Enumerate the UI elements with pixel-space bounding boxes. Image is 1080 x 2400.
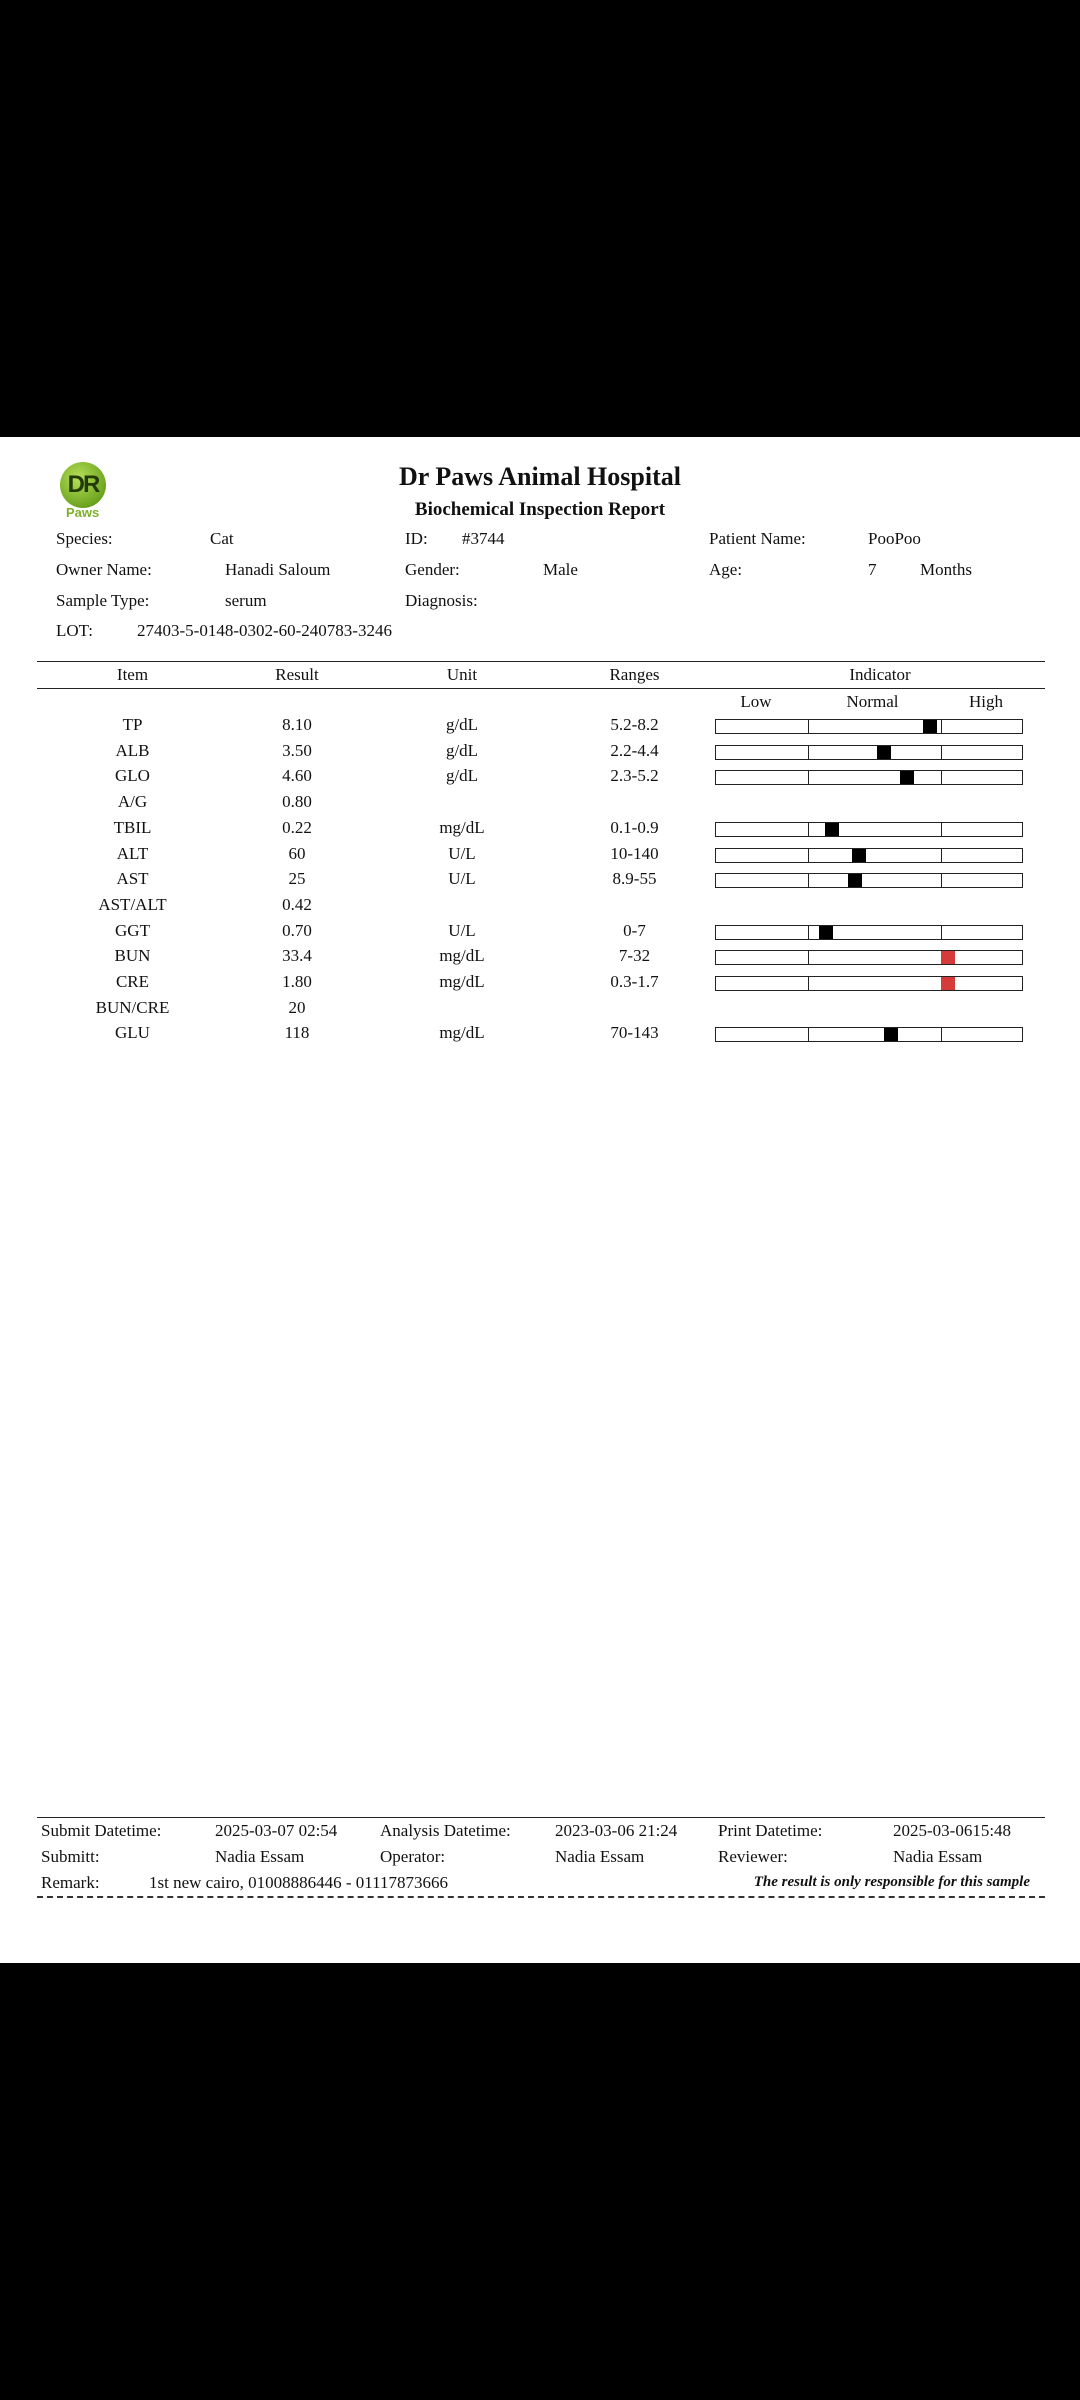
low-normal-divider bbox=[808, 926, 809, 939]
owner-label: Owner Name: bbox=[56, 560, 152, 579]
range-cell: 70-143 bbox=[610, 1023, 659, 1043]
patient-name-label: Patient Name: bbox=[709, 529, 806, 548]
indicator-marker bbox=[900, 771, 914, 784]
item-cell: GLO bbox=[115, 766, 150, 786]
sample-type-value: serum bbox=[225, 591, 267, 610]
reviewer-value: Nadia Essam bbox=[893, 1847, 983, 1866]
low-normal-divider bbox=[808, 823, 809, 836]
range-cell: 10-140 bbox=[610, 843, 659, 863]
indicator-bar bbox=[715, 745, 1023, 760]
item-cell: GGT bbox=[115, 920, 150, 940]
id-value: #3744 bbox=[462, 529, 505, 548]
item-cell: TP bbox=[122, 715, 143, 734]
operator-label: Operator: bbox=[380, 1847, 446, 1866]
hospital-name: Dr Paws Animal Hospital bbox=[399, 462, 681, 491]
table-row bbox=[0, 921, 1080, 947]
indicator-marker bbox=[877, 746, 891, 759]
result-cell: 8.10 bbox=[282, 715, 312, 734]
range-cell: 2.3-5.2 bbox=[610, 766, 659, 786]
species-value: Cat bbox=[210, 529, 234, 548]
item-cell: BUN/CRE bbox=[95, 997, 170, 1017]
header-unit: Unit bbox=[446, 665, 478, 684]
indicator-marker bbox=[819, 926, 833, 939]
unit-cell: U/L bbox=[448, 843, 476, 863]
result-cell: 1.80 bbox=[282, 972, 312, 991]
table-row bbox=[0, 818, 1080, 844]
unit-cell: g/dL bbox=[445, 715, 479, 734]
table-row bbox=[0, 998, 1080, 1024]
low-normal-divider bbox=[808, 849, 809, 862]
unit-cell: U/L bbox=[448, 869, 476, 889]
table-row bbox=[0, 895, 1080, 921]
result-cell: 20 bbox=[288, 997, 306, 1017]
item-cell: TBIL bbox=[113, 817, 152, 837]
age-value: 7 bbox=[868, 560, 877, 579]
patient-name-value: PooPoo bbox=[868, 529, 921, 548]
indicator-marker bbox=[923, 720, 937, 733]
normal-high-divider bbox=[941, 849, 942, 862]
table-row bbox=[0, 792, 1080, 818]
indicator-bar bbox=[715, 822, 1023, 837]
operator-value: Nadia Essam bbox=[555, 1847, 645, 1866]
result-cell: 0.42 bbox=[282, 894, 312, 914]
low-normal-divider bbox=[808, 1028, 809, 1041]
result-cell: 0.80 bbox=[282, 792, 312, 812]
indicator-high-label: High bbox=[969, 692, 1003, 711]
range-cell: 2.2-4.4 bbox=[610, 740, 659, 760]
table-row bbox=[0, 972, 1080, 998]
item-cell: GLU bbox=[115, 1023, 150, 1043]
indicator-marker bbox=[941, 951, 955, 964]
item-cell: ALT bbox=[116, 843, 149, 863]
gender-value: Male bbox=[543, 560, 578, 579]
result-cell: 3.50 bbox=[282, 740, 312, 760]
result-cell: 4.60 bbox=[282, 766, 312, 786]
low-normal-divider bbox=[808, 951, 809, 964]
indicator-bar bbox=[715, 719, 1023, 734]
result-cell: 33.4 bbox=[282, 946, 312, 966]
logo-subtext: Paws bbox=[66, 505, 100, 520]
remark-label: Remark: bbox=[41, 1873, 100, 1892]
table-top-rule bbox=[37, 661, 1045, 662]
low-normal-divider bbox=[808, 771, 809, 784]
indicator-bar bbox=[715, 976, 1023, 991]
disclaimer-text: The result is only responsible for this sample bbox=[753, 1874, 1030, 1890]
submit-datetime-label: Submit Datetime: bbox=[41, 1821, 162, 1840]
header-indicator: Indicator bbox=[849, 665, 911, 684]
logo-mark: DR bbox=[67, 471, 99, 498]
footer-dashed-rule bbox=[37, 1896, 1045, 1898]
age-unit: Months bbox=[920, 560, 972, 579]
item-cell: AST/ALT bbox=[98, 894, 167, 914]
normal-high-divider bbox=[941, 874, 942, 887]
footer-rule bbox=[37, 1817, 1045, 1818]
result-cell: 60 bbox=[288, 843, 306, 863]
indicator-marker bbox=[848, 874, 862, 887]
owner-value: Hanadi Saloum bbox=[225, 560, 331, 579]
reviewer-label: Reviewer: bbox=[718, 1847, 788, 1866]
id-label: ID: bbox=[405, 529, 428, 548]
normal-high-divider bbox=[941, 823, 942, 836]
table-row bbox=[0, 844, 1080, 870]
indicator-normal-label: Normal bbox=[846, 692, 899, 711]
normal-high-divider bbox=[941, 926, 942, 939]
item-cell: ALB bbox=[115, 740, 150, 760]
lot-label: LOT: bbox=[56, 621, 93, 640]
table-header-rule bbox=[37, 688, 1045, 689]
print-datetime-value: 2025-03-0615:48 bbox=[893, 1821, 1012, 1840]
low-normal-divider bbox=[808, 977, 809, 990]
unit-cell: mg/dL bbox=[439, 1023, 485, 1043]
item-cell: AST bbox=[116, 869, 149, 889]
submit-datetime-value: 2025-03-07 02:54 bbox=[215, 1821, 338, 1840]
normal-high-divider bbox=[941, 720, 942, 733]
indicator-bar bbox=[715, 950, 1023, 965]
range-cell: 0.1-0.9 bbox=[610, 817, 659, 837]
sample-type-label: Sample Type: bbox=[56, 591, 150, 610]
table-row bbox=[0, 715, 1080, 741]
normal-high-divider bbox=[941, 746, 942, 759]
range-cell: 8.9-55 bbox=[612, 869, 657, 889]
analysis-datetime-value: 2023-03-06 21:24 bbox=[555, 1821, 678, 1840]
indicator-bar bbox=[715, 873, 1023, 888]
age-label: Age: bbox=[709, 560, 743, 579]
indicator-marker bbox=[852, 849, 866, 862]
result-cell: 25 bbox=[288, 869, 306, 889]
indicator-bar bbox=[715, 1027, 1023, 1042]
unit-cell: mg/dL bbox=[439, 972, 485, 991]
species-label: Species: bbox=[56, 529, 113, 548]
unit-cell: g/dL bbox=[445, 740, 479, 760]
remark-value: 1st new cairo, 01008886446 - 01117873666 bbox=[149, 1873, 449, 1892]
indicator-marker bbox=[825, 823, 839, 836]
print-datetime-label: Print Datetime: bbox=[718, 1821, 823, 1840]
result-cell: 0.22 bbox=[282, 817, 312, 837]
submitter-value: Nadia Essam bbox=[215, 1847, 305, 1866]
lot-value: 27403-5-0148-0302-60-240783-3246 bbox=[137, 621, 392, 640]
table-row bbox=[0, 766, 1080, 792]
indicator-bar bbox=[715, 848, 1023, 863]
low-normal-divider bbox=[808, 720, 809, 733]
table-row bbox=[0, 1023, 1080, 1049]
range-cell: 0.3-1.7 bbox=[610, 972, 659, 991]
gender-label: Gender: bbox=[405, 560, 460, 579]
submitter-label: Submitt: bbox=[41, 1847, 100, 1866]
diagnosis-label: Diagnosis: bbox=[405, 591, 478, 610]
item-cell: A/G bbox=[117, 792, 148, 812]
table-row bbox=[0, 946, 1080, 972]
item-cell: CRE bbox=[115, 972, 150, 991]
result-cell: 0.70 bbox=[282, 920, 312, 940]
range-cell: 5.2-8.2 bbox=[610, 715, 659, 734]
unit-cell: mg/dL bbox=[439, 817, 485, 837]
analysis-datetime-label: Analysis Datetime: bbox=[380, 1821, 511, 1840]
indicator-bar bbox=[715, 925, 1023, 940]
header-ranges: Ranges bbox=[609, 665, 660, 684]
report-sheet bbox=[0, 437, 1080, 1963]
unit-cell: g/dL bbox=[445, 766, 479, 786]
table-row bbox=[0, 869, 1080, 895]
unit-cell: U/L bbox=[448, 920, 476, 940]
header-item: Item bbox=[116, 665, 149, 684]
table-row bbox=[0, 741, 1080, 767]
indicator-marker bbox=[884, 1028, 898, 1041]
low-normal-divider bbox=[808, 746, 809, 759]
indicator-bar bbox=[715, 770, 1023, 785]
unit-cell: mg/dL bbox=[439, 946, 485, 966]
range-cell: 7-32 bbox=[618, 946, 651, 966]
normal-high-divider bbox=[941, 771, 942, 784]
range-cell: 0-7 bbox=[623, 920, 646, 940]
low-normal-divider bbox=[808, 874, 809, 887]
result-cell: 118 bbox=[284, 1023, 310, 1043]
indicator-low-label: Low bbox=[740, 692, 772, 711]
indicator-marker bbox=[941, 977, 955, 990]
normal-high-divider bbox=[941, 1028, 942, 1041]
item-cell: BUN bbox=[114, 946, 151, 966]
report-title: Biochemical Inspection Report bbox=[414, 499, 666, 520]
header-result: Result bbox=[275, 665, 319, 684]
